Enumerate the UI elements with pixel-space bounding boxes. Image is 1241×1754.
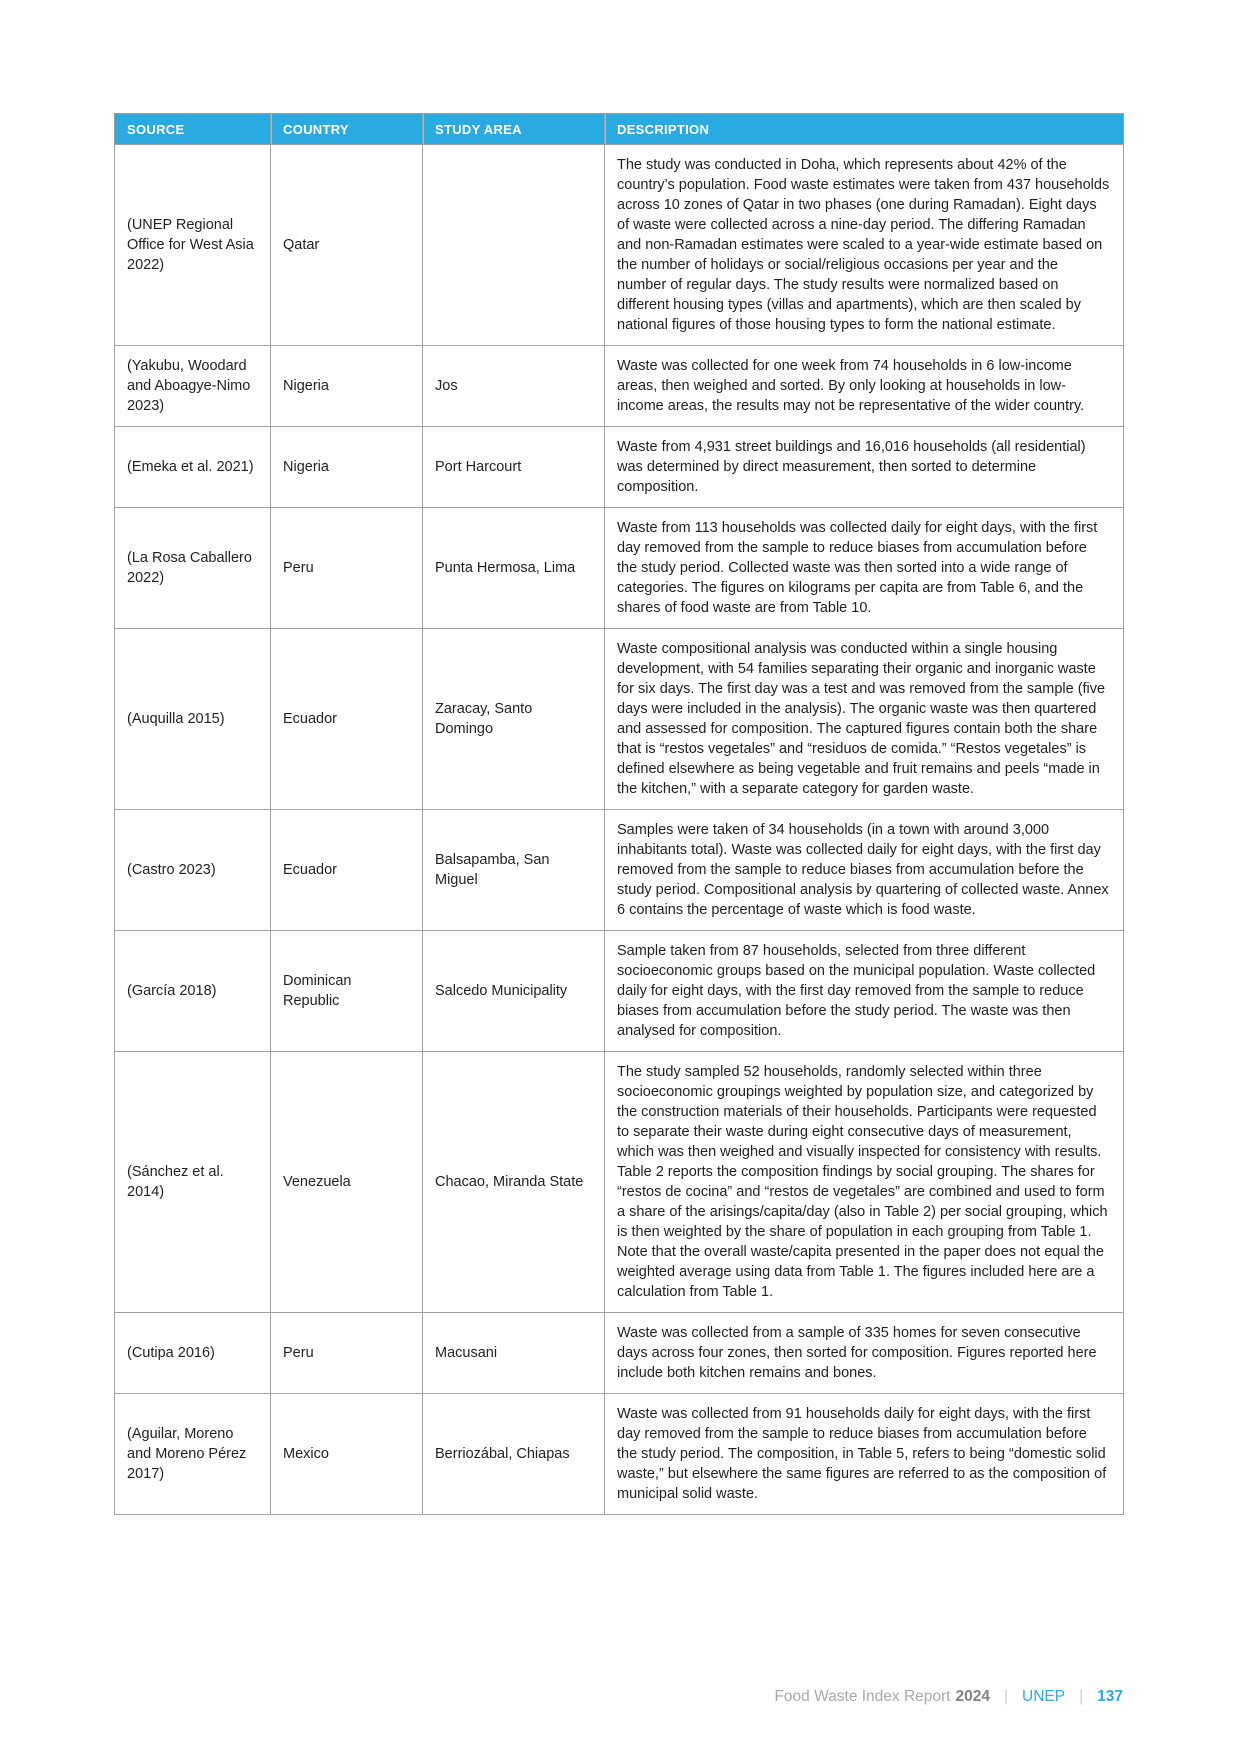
study-area-cell: Macusani — [423, 1313, 605, 1394]
description-cell: Sample taken from 87 households, selected from three different socioeconomic groups based on the municipal population. Waste collected daily for eight days, with the first day removed from the sample to reduce biases from accumulation before the study period. The waste was then analysed for composition. — [605, 931, 1124, 1052]
country-cell: Ecuador — [271, 810, 423, 931]
country-cell: Nigeria — [271, 427, 423, 508]
country-cell: Qatar — [271, 145, 423, 346]
source-cell: (UNEP Regional Office for West Asia 2022) — [115, 145, 271, 346]
table-row — [115, 508, 1124, 629]
table-header — [115, 114, 1124, 145]
footer-report-year: 2024 — [955, 1688, 990, 1705]
table-row — [115, 346, 1124, 427]
table-row — [115, 931, 1124, 1052]
source-cell: (García 2018) — [115, 931, 271, 1052]
country-cell: Peru — [271, 508, 423, 629]
description-cell: Waste from 113 households was collected daily for eight days, with the first day removed from the sample to reduce biases from accumulation before the study period. Collected waste was then sorted into a wide range of categories. The figures on kilograms per capita are from Table 6, and the shares of food waste are from Table 10. — [605, 508, 1124, 629]
table-row — [115, 145, 1124, 346]
description-cell: The study was conducted in Doha, which represents about 42% of the country’s population. Food waste estimates were taken from 437 households across 10 zones of Qatar in two phases (one during Ramadan). Eight days of waste were collected across a nine-day period. The differing Ramadan and non-Ramadan estimates were scaled to a year-wide estimate based on the number of holidays or social/religious occasions per year and the number of regular days. The study results were normalized based on different housing types (villas and apartments), which are then scaled by national figures of those housing types to form the national estimate. — [605, 145, 1124, 346]
column-header-description: DESCRIPTION — [605, 114, 1124, 145]
study-area-cell: Chacao, Miranda State — [423, 1052, 605, 1313]
country-cell: Dominican Republic — [271, 931, 423, 1052]
study-area-cell: Berriozábal, Chiapas — [423, 1394, 605, 1515]
table-row — [115, 1313, 1124, 1394]
footer-page-number: 137 — [1097, 1688, 1123, 1705]
source-cell: (Cutipa 2016) — [115, 1313, 271, 1394]
table-row — [115, 810, 1124, 931]
study-sources-table — [114, 113, 1124, 1515]
source-cell: (Auquilla 2015) — [115, 629, 271, 810]
source-cell: (Aguilar, Moreno and Moreno Pérez 2017) — [115, 1394, 271, 1515]
footer-separator: | — [1003, 1688, 1009, 1705]
table-row — [115, 1052, 1124, 1313]
footer-report-title-group — [774, 1688, 990, 1706]
footer-separator: | — [1079, 1688, 1084, 1705]
study-area-cell: Jos — [423, 346, 605, 427]
description-cell: The study sampled 52 households, randomly selected within three socioeconomic groupings weighted by population size, and categorized by the construction materials of their households. Participants were requested to separate their waste during eight consecutive days of measurement, which was then weighed and visually inspected for consistency with results. Table 2 reports the composition findings by social grouping. The shares for “restos de cocina” and “restos de vegetales” are combined and used to form a share of the arisings/capita/day (also in Table 2) per social grouping, which is then weighted by the share of population in each grouping from Table 1. Note that the overall waste/capita presented in the paper does not equal the weighted average using data from Table 1. The figures included here are a calculation from Table 1. — [605, 1052, 1124, 1313]
country-cell: Peru — [271, 1313, 423, 1394]
source-cell: (Sánchez et al. 2014) — [115, 1052, 271, 1313]
header-row — [115, 114, 1124, 145]
page-footer — [774, 1688, 1123, 1706]
country-cell: Ecuador — [271, 629, 423, 810]
source-cell: (La Rosa Caballero 2022) — [115, 508, 271, 629]
description-cell: Waste compositional analysis was conducted within a single housing development, with 54 families separating their organic and inorganic waste for six days. The first day was a test and was removed from the sample (five days were included in the analysis). The organic waste was then quartered and assessed for composition. The captured figures contain both the share that is “restos vegetales” and “residuos de comida.” “Restos vegetales” is defined elsewhere as being vegetable and fruit remains and peels “made in the kitchen,” with a separate category for garden waste. — [605, 629, 1124, 810]
source-cell: (Yakubu, Woodard and Aboagye-Nimo 2023) — [115, 346, 271, 427]
study-area-cell: Balsapamba, San Miguel — [423, 810, 605, 931]
description-cell: Waste was collected from a sample of 335 homes for seven consecutive days across four zones, then sorted for composition. Figures reported here include both kitchen remains and bones. — [605, 1313, 1124, 1394]
description-cell: Waste was collected from 91 households daily for eight days, with the first day removed from the sample to reduce biases from accumulation before the study period. The composition, in Table 5, refers to being “domestic solid waste,” but elsewhere the same figures are referred to as the composition of municipal solid waste. — [605, 1394, 1124, 1515]
country-cell: Venezuela — [271, 1052, 423, 1313]
table-body — [115, 145, 1124, 1515]
country-cell: Nigeria — [271, 346, 423, 427]
study-area-cell: Port Harcourt — [423, 427, 605, 508]
country-cell: Mexico — [271, 1394, 423, 1515]
table-row — [115, 1394, 1124, 1515]
footer-report-title: Food Waste Index Report — [774, 1688, 951, 1705]
source-cell: (Castro 2023) — [115, 810, 271, 931]
table-row — [115, 629, 1124, 810]
column-header-study-area: STUDY AREA — [423, 114, 605, 145]
description-cell: Samples were taken of 34 households (in a town with around 3,000 inhabitants total). Waste was collected daily for eight days, with the first day removed from the sample to reduce biases from accumulation before the study period. Compositional analysis by quartering of collected waste. Annex 6 contains the percentage of waste which is food waste. — [605, 810, 1124, 931]
source-cell: (Emeka et al. 2021) — [115, 427, 271, 508]
column-header-country: COUNTRY — [271, 114, 423, 145]
study-area-cell: Punta Hermosa, Lima — [423, 508, 605, 629]
study-area-cell: Zaracay, Santo Domingo — [423, 629, 605, 810]
footer-org-label: UNEP — [1022, 1688, 1066, 1705]
column-header-source: SOURCE — [115, 114, 271, 145]
description-cell: Waste was collected for one week from 74 households in 6 low-income areas, then weighed and sorted. By only looking at households in low-income areas, the results may not be representative of the wider country. — [605, 346, 1124, 427]
description-cell: Waste from 4,931 street buildings and 16,016 households (all residential) was determined by direct measurement, then sorted to determine composition. — [605, 427, 1124, 508]
table-row — [115, 427, 1124, 508]
study-area-cell: Salcedo Municipality — [423, 931, 605, 1052]
study-area-cell — [423, 145, 605, 346]
